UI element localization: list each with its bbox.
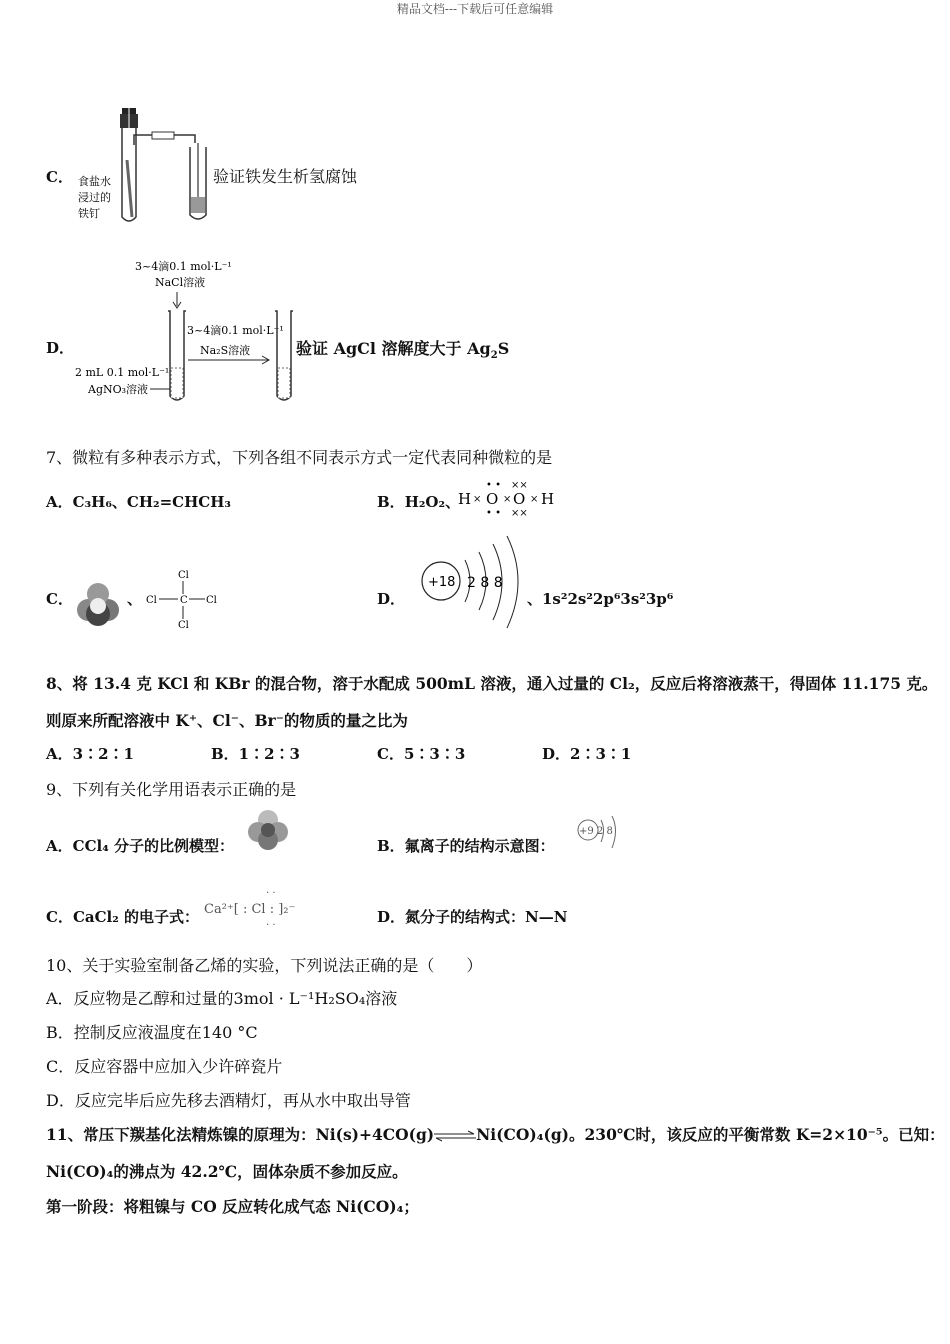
q8-option-d: D．2∶3∶1	[542, 745, 632, 763]
question-10-stem: 10、关于实验室制备乙烯的实验，下列说法正确的是（ ）	[46, 956, 483, 975]
electron-shells: 2 8 8	[467, 575, 503, 591]
q9-option-b: B．氟离子的结构示意图：	[377, 837, 555, 855]
svg-text:Cl: Cl	[146, 595, 157, 606]
figure-label-left2: AgNO₃溶液	[88, 383, 149, 396]
q7-option-b: B．H₂O₂、	[377, 493, 461, 511]
question-7-stem: 7、微粒有多种表示方式，下列各组不同表示方式一定代表同种微粒的是	[46, 448, 553, 467]
figure-label-top1: 3~4滴0.1 mol·L⁻¹	[135, 260, 232, 273]
q9-option-a: A．CCl₄ 分子的比例模型：	[46, 837, 235, 855]
figure-label-soaked: 浸过的	[78, 191, 111, 204]
cacl2-electron-formula: Ca²⁺[ : Cl : ]₂⁻	[204, 902, 296, 917]
svg-text:×: ×	[473, 494, 482, 505]
figure-label-mid1: 3~4滴0.1 mol·L⁻¹	[187, 324, 284, 337]
figure-label-salt-water: 食盐水	[78, 175, 111, 188]
q8-option-a: A．3∶2∶1	[46, 745, 134, 763]
option-label: C．	[46, 168, 73, 186]
svg-text:×: ×	[503, 494, 512, 505]
svg-text:• •: • •	[486, 480, 501, 491]
figure-label-iron-nail: 铁钉	[78, 207, 100, 220]
svg-text:H: H	[541, 490, 555, 508]
q7-option-d-label: D．	[377, 590, 406, 608]
svg-text:• •: • •	[486, 508, 501, 519]
question-9-stem: 9、下列有关化学用语表示正确的是	[46, 780, 297, 799]
svg-text:O: O	[513, 490, 526, 508]
space-filling-model-icon	[74, 580, 124, 630]
question-11-stem: 11、常压下羰基化法精炼镍的原理为：Ni(s)+4CO(g) Ni(CO)₄(g)。230℃时，该反应的平衡常数 K=2×10⁻⁵。已知：	[46, 1125, 945, 1144]
precipitation-experiment-figure	[70, 256, 300, 406]
figure-label-top2: NaCl溶液	[155, 276, 206, 289]
page-header: 精品文档---下载后可任意编辑	[396, 2, 554, 16]
ccl4-structural-formula	[142, 568, 222, 630]
figure-label-mid2: Na₂S溶液	[200, 344, 251, 357]
fluoride-ion-diagram	[576, 816, 626, 852]
q7-option-c-label: C．	[46, 590, 73, 608]
svg-text:H: H	[458, 490, 472, 508]
svg-text:××: ××	[511, 480, 528, 491]
electron-dots-top: · ·	[266, 888, 276, 899]
q7-option-a: A．C₃H₆、CH₂=CHCH₃	[46, 493, 231, 511]
q10-option-d: D．反应完毕后应先移去酒精灯，再从水中取出导管	[46, 1091, 411, 1110]
q10-option-b: B．控制反应液温度在140 °C	[46, 1023, 258, 1042]
q8-option-b: B．1∶2∶3	[211, 745, 300, 763]
electrochem-apparatus-figure	[70, 105, 220, 230]
option-c-text: 验证铁发生析氢腐蚀	[213, 167, 358, 186]
svg-text:Cl: Cl	[178, 570, 189, 581]
question-11-line2: Ni(CO)₄的沸点为 42.2℃，固体杂质不参加反应。	[46, 1162, 408, 1181]
q8-option-c: C．5∶3∶3	[377, 745, 466, 763]
option-label: D．	[46, 339, 75, 357]
svg-text:××: ××	[511, 508, 528, 519]
q7-option-d-config: 、1s²2s²2p⁶3s²3p⁶	[527, 590, 674, 608]
q9-option-d: D．氮分子的结构式：N—N	[377, 908, 568, 926]
svg-text:×: ×	[530, 494, 539, 505]
svg-text:O: O	[486, 490, 499, 508]
h2o2-electron-formula	[456, 480, 556, 520]
question-11-line3: 第一阶段：将粗镍与 CO 反应转化成气态 Ni(CO)₄；	[46, 1197, 419, 1216]
svg-text:Cl: Cl	[178, 620, 189, 631]
question-8-stem: 8、将 13.4 克 KCl 和 KBr 的混合物，溶于水配成 500mL 溶液，通入过量的 Cl₂，反应后将溶液蒸干，得固体 11.175 克。	[46, 674, 938, 693]
nucleus-charge: +18	[428, 575, 456, 590]
q10-option-a: A．反应物是乙醇和过量的3mol · L⁻¹H₂SO₄溶液	[46, 989, 398, 1008]
fluoride-label: +9 2 8	[579, 826, 613, 837]
q9-option-c: C．CaCl₂ 的电子式：	[46, 908, 200, 926]
question-8-stem-cont: 则原来所配溶液中 K⁺、Cl⁻、Br⁻的物质的量之比为	[46, 711, 408, 730]
ccl4-model-icon	[246, 808, 292, 852]
q7-option-c-sep: 、	[127, 590, 143, 608]
electron-dots-bottom: · ·	[266, 920, 276, 931]
equilibrium-arrow-icon	[434, 1130, 476, 1142]
ar-atom-structure-diagram	[417, 538, 527, 630]
svg-text:Cl: Cl	[206, 595, 217, 606]
svg-text:C: C	[180, 595, 188, 606]
q10-option-c: C．反应容器中应加入少许碎瓷片	[46, 1057, 283, 1076]
figure-label-left1: 2 mL 0.1 mol·L⁻¹	[75, 366, 170, 379]
option-d-text: 验证 AgCl 溶解度大于 $Ag_2S$	[296, 339, 510, 362]
